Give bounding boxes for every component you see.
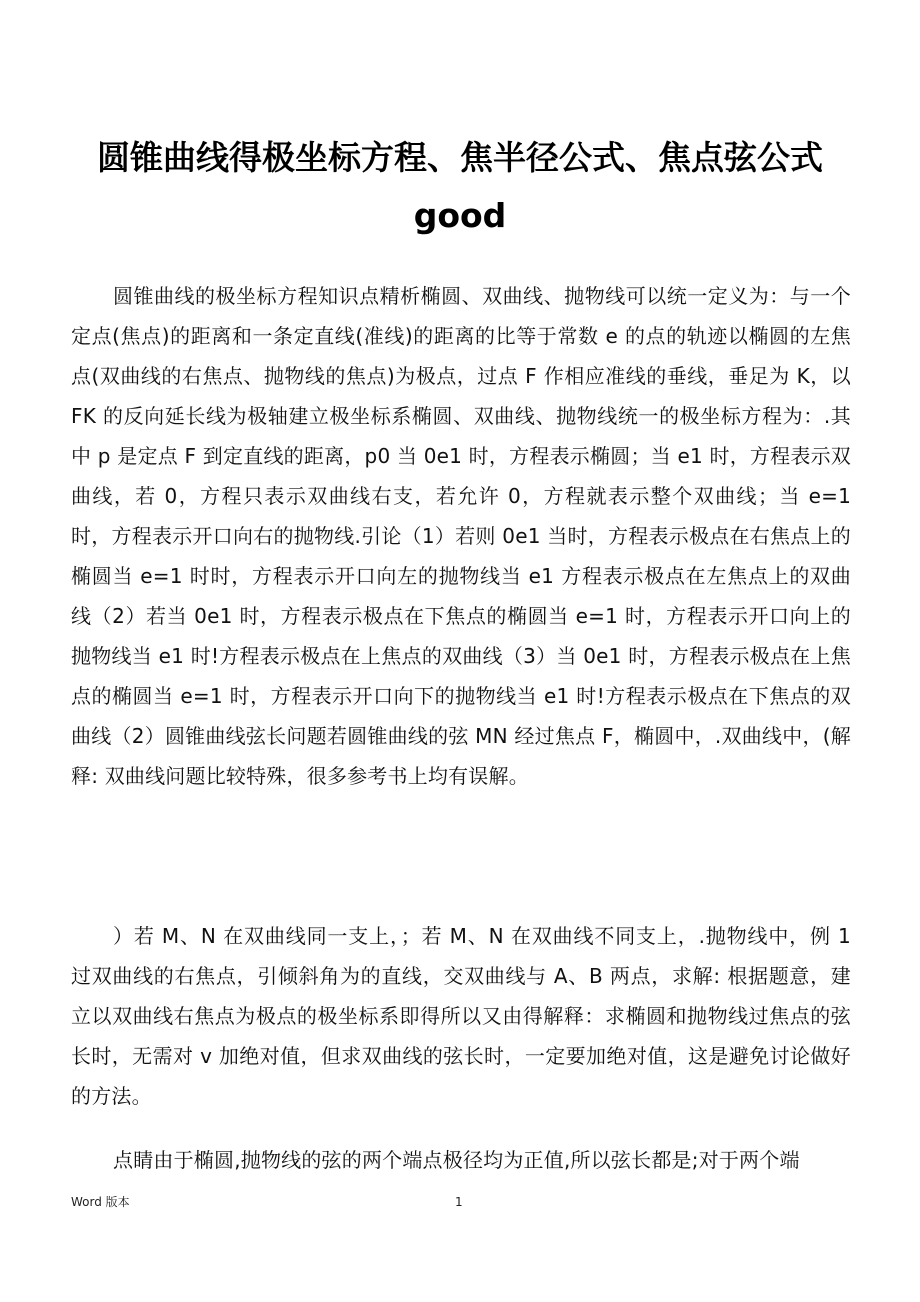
page-number: 1	[455, 1195, 463, 1209]
footer-label: Word 版本	[71, 1195, 130, 1209]
document-title-continued: good	[413, 196, 507, 235]
body-paragraph: 点睛由于椭圆,抛物线的弦的两个端点极径均为正值,所以弦长都是;对于两个端	[113, 1148, 800, 1172]
body-paragraph: 圆锥曲线的极坐标方程知识点精析椭圆、双曲线、抛物线可以统一定义为：与一个定点(焦点)的距离和一条定直线(准线)的距离的比等于常数 e 的点的轨迹以椭圆的左焦点(双曲线的右焦点、抛物线的焦点)为极点，过点 F 作相应准线的垂线，垂足为 K，以 FK 的反向延长线为极轴建立极坐标系椭圆、双曲线、抛物线统一的极坐标方程为：.其中 p 是定点 F 到定直线的距离，p0 当 0e1 时，方程表示椭圆；当 e1 时，方程表示双曲线，若 0，方程只表示双曲线右支，若允许 0，方程就表示整个双曲线；当 e=1 时，方程表示开口向右的抛物线.引论（1）若则 0e1 当时，方程表示极点在右焦点上的椭圆当 e=1 时时，方程表示开口向左的抛物线当 e1 方程表示极点在左焦点上的双曲线（2）若当 0e1 时，方程表示极点在下焦点的椭圆当 e=1 时，方程表示开口向上的抛物线当 e1 时!方程表示极点在上焦点的双曲线（3）当 0e1 时，方程表示极点在上焦点的椭圆当 e=1 时，方程表示开口向下的抛物线当 e1 时!方程表示极点在下焦点的双曲线（2）圆锥曲线弦长问题若圆锥曲线的弦 MN 经过焦点 F，椭圆中，.双曲线中，(解释: 双曲线问题比较特殊，很多参考书上均有误解。	[71, 284, 851, 788]
body-paragraph: ）若 M、N 在双曲线同一支上，；若 M、N 在双曲线不同支上，.抛物线中，例 1 过双曲线的右焦点，引倾斜角为的直线，交双曲线与 A、B 两点，求解: 根据题意，建立以双曲线右焦点为极点的极坐标系即得所以又由得解释：求椭圆和抛物线过焦点的弦长时，无需对 v 加绝对值，但求双曲线的弦长时，一定要加绝对值，这是避免讨论做好的方法。	[71, 924, 851, 1108]
document-title: 圆锥曲线得极坐标方程、焦半径公式、焦点弦公式	[97, 138, 823, 177]
